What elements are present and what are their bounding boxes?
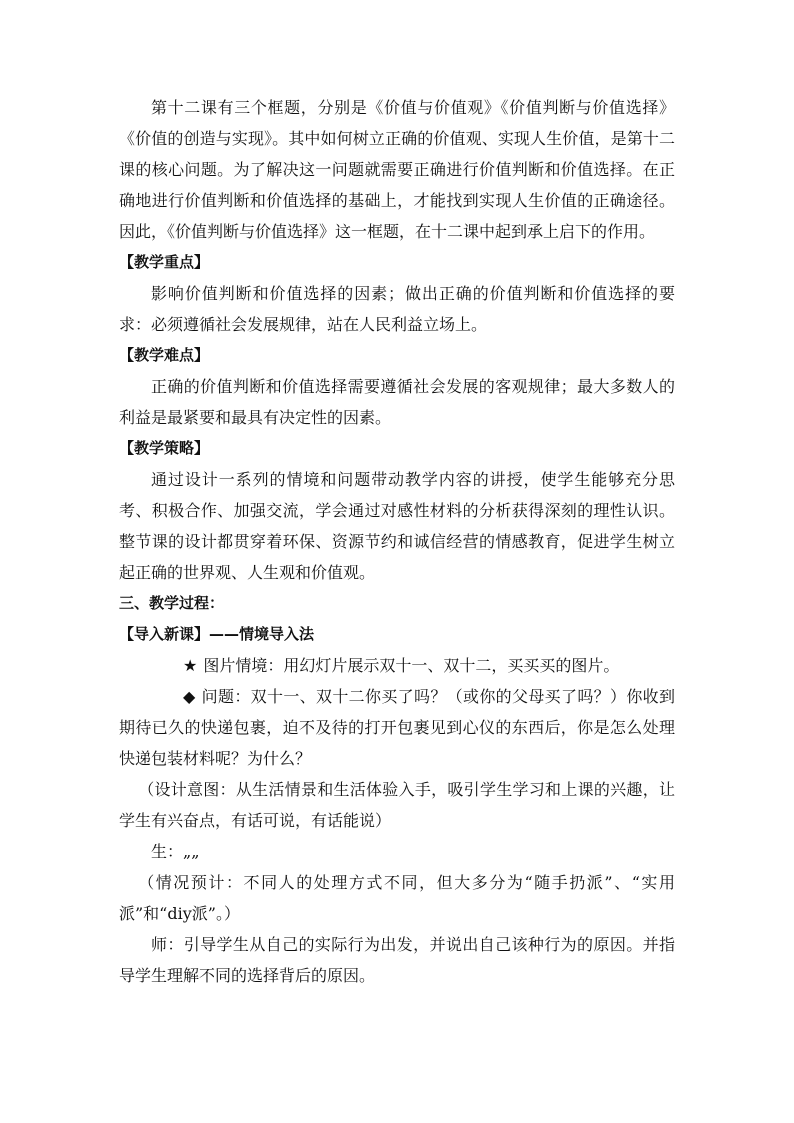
diamond-icon: ◆ [183, 687, 196, 706]
strategy-heading: 【教学策略】 [119, 439, 210, 457]
student-response: 生：„„ [151, 842, 200, 861]
lead-in-heading: 【导入新课】——情境导入法 [119, 625, 315, 643]
prediction: （情况预计：不同人的处理方式不同，但大多分为“随手扔派”、“实用派”和“diy派”。） [119, 873, 675, 923]
intro-paragraph: 第十二课有三个框题，分别是《价值与价值观》《价值判断与价值选择》《价值的创造与实现》。其中如何树立正确的价值观、实现人生价值，是第十二课的核心问题。为了解决这一问题就需要正确进行价值判断和价值选择。在正确地进行价值判断和价值选择的基础上，才能找到实现人生价值的正确途径。因此，《价值判断与价值选择》这一框题，在十二课中起到承上启下的作用。 [119, 98, 675, 241]
question-text: 问题：双十一、双十二你买了吗？（或你的父母买了吗？）你收到期待已久的快递包裹，迫不及待的打开包裹见到心仪的东西后，你是怎么处理快递包装材料呢？为什么？ [119, 687, 675, 768]
question-paragraph [119, 681, 675, 774]
key-points-heading: 【教学重点】 [119, 253, 210, 271]
picture-situation [119, 650, 675, 681]
difficulties-heading: 【教学难点】 [119, 346, 210, 364]
picture-situation-text: 图片情境：用幻灯片展示双十一、双十二，买买买的图片。 [203, 656, 620, 675]
teacher-guidance: 师：引导学生从自己的实际行为出发，并说出自己该种行为的原因。并指导学生理解不同的选择背后的原因。 [119, 935, 675, 985]
key-points-text: 影响价值判断和价值选择的因素；做出正确的价值判断和价值选择的要求：必须遵循社会发展规律，站在人民利益立场上。 [119, 284, 675, 334]
design-intent: （设计意图：从生活情景和生活体验入手，吸引学生学习和上课的兴趣，让学生有兴奋点，有话可说，有话能说） [119, 780, 675, 830]
difficulties-text: 正确的价值判断和价值选择需要遵循社会发展的客观规律；最大多数人的利益是最紧要和最具有决定性的因素。 [119, 377, 675, 427]
strategy-text: 通过设计一系列的情境和问题带动教学内容的讲授，使学生能够充分思考、积极合作、加强交流，学会通过对感性材料的分析获得深刻的理性认识。整节课的设计都贯穿着环保、资源节约和诚信经营的情感教育，促进学生树立起正确的世界观、人生观和价值观。 [119, 470, 675, 582]
document-page [119, 92, 675, 991]
star-icon: ★ [183, 656, 198, 675]
process-heading: 三、教学过程： [119, 594, 225, 612]
